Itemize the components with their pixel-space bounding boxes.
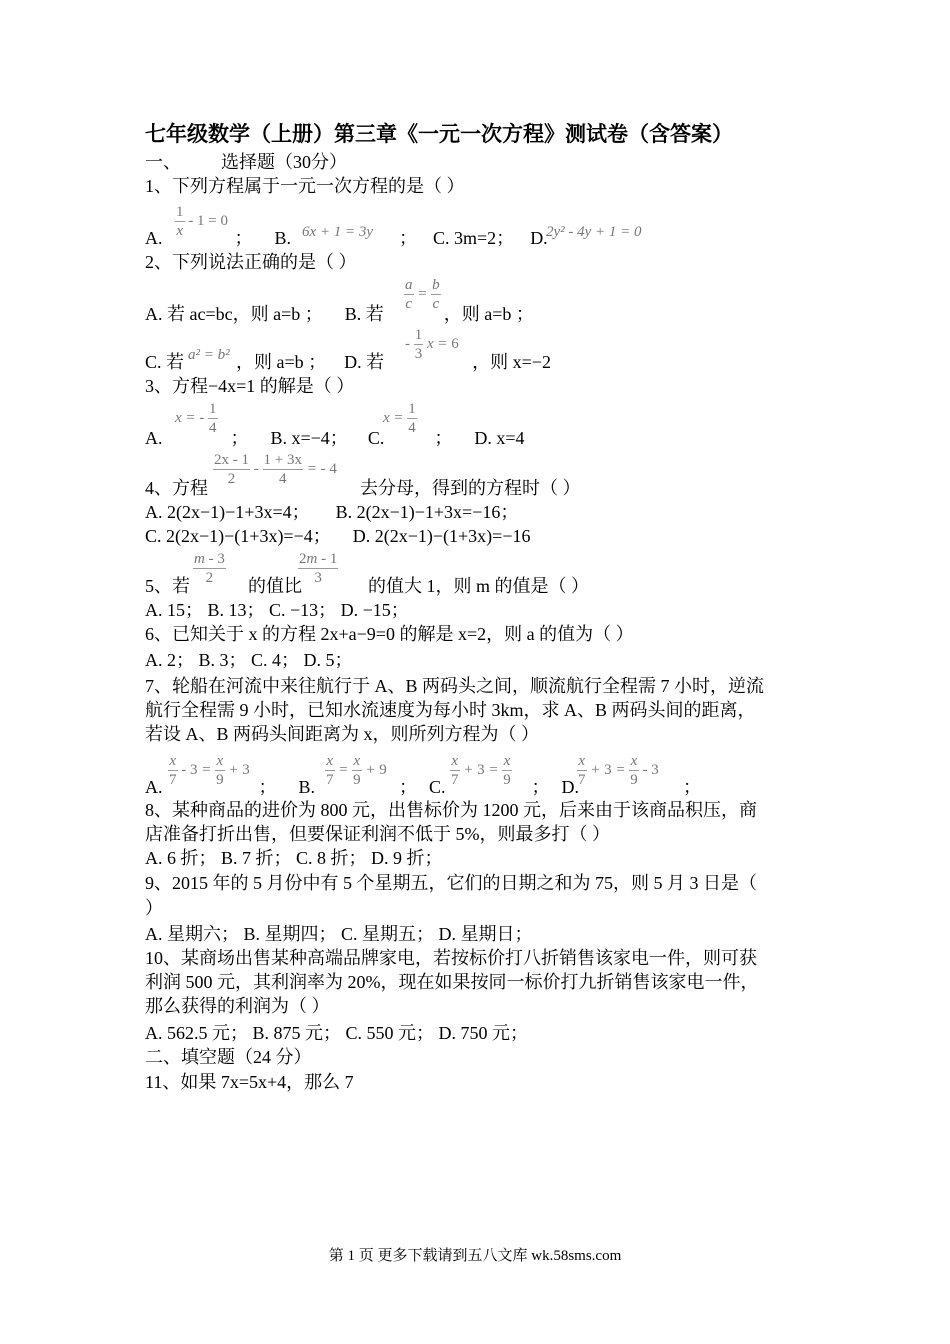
question-10-line-2: 利润 500 元，其利润率为 20%，现在如果按同一标价打九折销售该家电一件， — [145, 972, 759, 992]
q1-option-a-formula: $\frac{1}{x}$ - 1 = 0 — [176, 204, 228, 239]
question-6-stem: 6、已知关于 x 的方程 2x+a−9=0 的解是 x=2，则 a 的值为（ ） — [145, 624, 634, 644]
q1-option-d-formula: 2y² - 4y + 1 = 0 — [546, 224, 642, 240]
question-8-line-2: 店准备打折出售，但要保证利润不低于 5%，则最多打（ ） — [145, 824, 610, 844]
q7-option-d-formula: $\frac{x}{7}$ + 3 = $\frac{x}{9}$ - 3 — [578, 753, 659, 788]
question-6-options: A. 2； B. 3； C. 4； D. 5； — [145, 650, 353, 670]
question-2-option-ab: A. 若 ac=bc，则 a=b ； B. 若 ，则 a=b ； — [145, 304, 534, 324]
q2-option-b-formula: $\frac{a}{c}$ = $\frac{b}{c}$ — [405, 277, 440, 312]
question-7-line-2: 航行全程需 9 小时，已知水流速度为每小时 3km，求 A、B 两码头间的距离， — [145, 700, 756, 720]
q1-option-b-formula: 6x + 1 = 3y — [302, 224, 374, 240]
q7-option-b-formula: $\frac{x}{7}$ = $\frac{x}{9}$ + 9 — [326, 753, 387, 788]
question-1-stem: 1、下列方程属于一元一次方程的是（ ） — [145, 176, 465, 196]
question-8-options: A. 6 折； B. 7 折； C. 8 折； D. 9 折； — [145, 848, 443, 868]
question-10-line-3: 那么获得的利润为（ ） — [145, 996, 330, 1016]
question-11: 11、如果 7x=5x+4，那么 7 — [145, 1072, 354, 1092]
question-7-line-1: 7、轮船在河流中来往航行于 A、B 两码头之间，顺流航行全程需 7 小时，逆流 — [145, 676, 765, 696]
question-4-option-ab: A. 2(2x−1)−1+3x=4； B. 2(2x−1)−1+3x=−16； — [145, 502, 519, 522]
question-10-line-1: 10、某商场出售某种高端品牌家电，若按标价打八折销售该家电一件，则可获 — [145, 948, 757, 968]
question-2-stem: 2、下列说法正确的是（ ） — [145, 252, 357, 272]
question-3-options: A. ； B. x=−4； C. ； D. x=4 — [145, 428, 525, 448]
question-4-stem: 4、方程 去分母，得到的方程时（ ） — [145, 478, 581, 498]
section-heading-fill: 二、填空题（24 分） — [145, 1047, 312, 1067]
question-9-line-2: ） — [145, 898, 163, 918]
q7-option-a-formula: $\frac{x}{7}$ - 3 = $\frac{x}{9}$ + 3 — [169, 753, 250, 788]
question-7-options: A. ； B. ； C. ； D. ； — [145, 777, 702, 797]
q7-option-c-formula: $\frac{x}{7}$ + 3 = $\frac{x}{9}$ — [451, 753, 511, 788]
question-1-options: A. ； B. ； C. 3m=2； D. — [145, 228, 548, 248]
question-8-line-1: 8、某种商品的进价为 800 元，出售标价为 1200 元，后来由于该商品积压，商 — [145, 800, 757, 820]
q5-fraction-2: $\frac{2m - 1}{3}$ — [299, 551, 338, 586]
question-5-options: A. 15； B. 13； C. −13； D. −15； — [145, 600, 409, 620]
question-3-stem: 3、方程−4x=1 的解是（ ） — [145, 376, 355, 396]
question-5-stem: 5、若 的值比 的值大 1，则 m 的值是（ ） — [145, 576, 589, 596]
q5-fraction-1: $\frac{m - 3}{2}$ — [194, 551, 225, 586]
section-heading-choice: 一、 选择题（30分） — [145, 152, 347, 172]
q2-option-c-formula: a² = b² — [188, 347, 230, 363]
question-9-options: A. 星期六； B. 星期四； C. 星期五； D. 星期日； — [145, 924, 533, 944]
question-10-options: A. 562.5 元； B. 875 元； C. 550 元； D. 750 元； — [145, 1023, 529, 1043]
q3-option-c-formula: x = $\frac{1}{4}$ — [383, 401, 416, 436]
question-9-line-1: 9、2015 年的 5 月份中有 5 个星期五，它们的日期之和为 75，则 5 月 3 日是（ — [145, 873, 757, 893]
question-2-option-cd: C. 若 ，则 a=b ； D. 若 ，则 x=−2 — [145, 352, 551, 372]
q4-equation-formula: $\frac{2x - 1}{2}$ - $\frac{1 + 3x}{4}$ = - 4 — [214, 452, 337, 487]
q2-option-d-formula: - $\frac{1}{3}$ x = 6 — [405, 327, 459, 362]
question-7-line-3: 若设 A、B 两码头间距离为 x，则所列方程为（ ） — [145, 724, 540, 744]
q3-option-a-formula: x = - $\frac{1}{4}$ — [175, 401, 217, 436]
question-4-option-cd: C. 2(2x−1)−(1+3x)=−4； D. 2(2x−1)−(1+3x)=−16 — [145, 526, 531, 546]
page-footer: 第 1 页 更多下载请到五八文库 wk.58sms.com — [328, 1248, 622, 1264]
page-title: 七年级数学（上册）第三章《一元一次方程》测试卷（含答案） — [145, 122, 733, 146]
